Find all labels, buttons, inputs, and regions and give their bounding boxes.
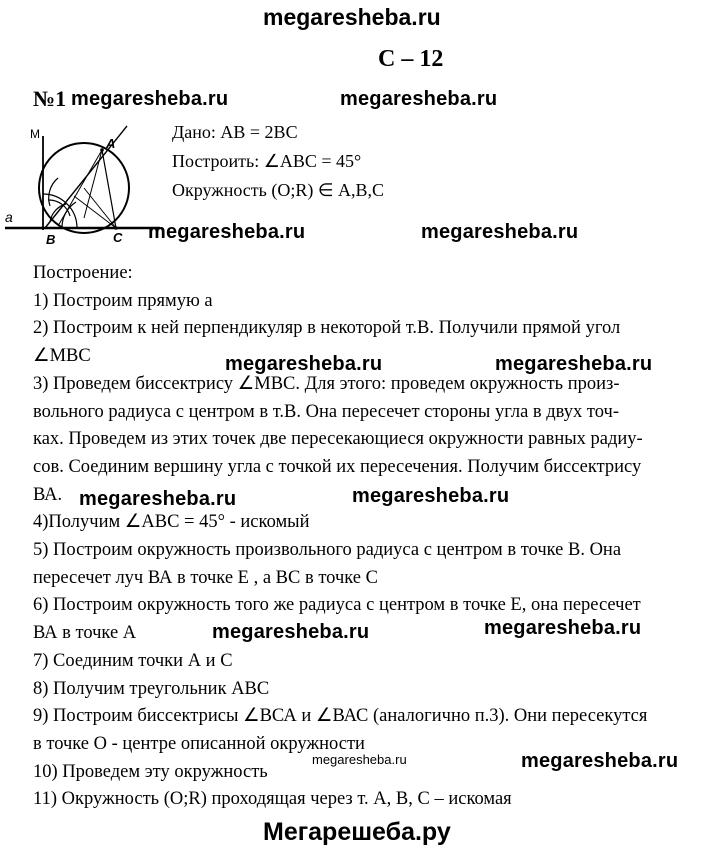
watermark: megaresheba.ru	[484, 617, 642, 639]
given-line: Дано: АВ = 2ВС	[172, 122, 298, 142]
segment-o-c	[84, 188, 116, 228]
watermark: megaresheba.ru	[352, 485, 510, 507]
step-line: 2) Построим к ней перпендикуляр в некоторой т.В. Получили прямой угол	[33, 318, 621, 339]
label-m: М	[30, 127, 40, 141]
segment-ac	[102, 150, 116, 228]
section-title: С – 12	[378, 46, 444, 72]
watermark: megaresheba.ru	[212, 621, 370, 643]
step-line: 8) Получим треугольник АВС	[33, 678, 270, 699]
step-line: 11) Окружность (O;R) проходящая через т. А, В, С – искомая	[33, 789, 512, 810]
step-line: 4)Получим ∠АВС = 45° - искомый	[33, 512, 310, 533]
watermark: megaresheba.ru	[71, 88, 229, 110]
step-line: 7) Соединим точки А и С	[33, 650, 233, 671]
watermark: megaresheba.ru	[148, 221, 306, 243]
step-line: 6) Построим окружность того же радиуса с центром в точке Е, она пересечет	[33, 595, 641, 616]
step-line: 5) Построим окружность произвольного радиуса с центром в точке В. Она	[33, 540, 622, 561]
watermark-small: megaresheba.ru	[312, 752, 407, 767]
step-line: 3) Проведем биссектрису ∠МВС. Для этого: проведем окружность произ-	[33, 373, 620, 394]
point-a	[100, 148, 104, 152]
step-line: ВА в точке А	[33, 623, 137, 644]
step-line: в точке О - центре описанной окружности	[33, 733, 365, 754]
step-line: вольного радиуса с центром в т.В. Она пересечет стороны угла в двух точ-	[33, 401, 619, 422]
watermark: megaresheba.ru	[340, 88, 498, 110]
circle-line: Окружность (O;R) ∈ А,В,С	[172, 180, 385, 200]
step-line: 9) Построим биссектрисы ∠ВСА и ∠ВАС (аналогично п.3). Они пересекутся	[33, 706, 648, 727]
label-b: В	[46, 232, 56, 247]
watermark: megaresheba.ru	[495, 353, 653, 375]
step-line: ВА.	[33, 484, 63, 505]
construct-line: Построить: ∠АВС = 45°	[172, 151, 362, 171]
problem-number: №1	[33, 86, 67, 111]
step-line: пересечет луч ВА в точке Е , а ВС в точке С	[33, 567, 378, 588]
step-line: сов. Соединим вершину угла с точкой их пересечения. Получим биссектрису	[33, 456, 642, 477]
label-c: С	[113, 230, 123, 245]
construction-figure	[0, 118, 165, 248]
label-a-line: а	[5, 209, 13, 225]
construction-steps	[33, 260, 713, 814]
label-a: А	[106, 136, 116, 151]
watermark: megaresheba.ru	[225, 353, 383, 375]
watermark: megaresheba.ru	[521, 750, 679, 772]
step-line: 1) Построим прямую а	[33, 290, 213, 311]
step-line: 10) Проведем эту окружность	[33, 761, 268, 782]
footer-brand: Мегарешеба.ру	[263, 818, 451, 846]
step-line: Построение:	[33, 263, 133, 283]
step-line: ках. Проведем из этих точек две пересекающиеся окружности равных радиу-	[33, 429, 643, 450]
watermark: megaresheba.ru	[421, 221, 579, 243]
site-header: megaresheba.ru	[263, 4, 441, 30]
watermark: megaresheba.ru	[79, 488, 237, 510]
segment-c-e	[74, 196, 116, 228]
step-line: ∠МВС	[33, 346, 91, 367]
